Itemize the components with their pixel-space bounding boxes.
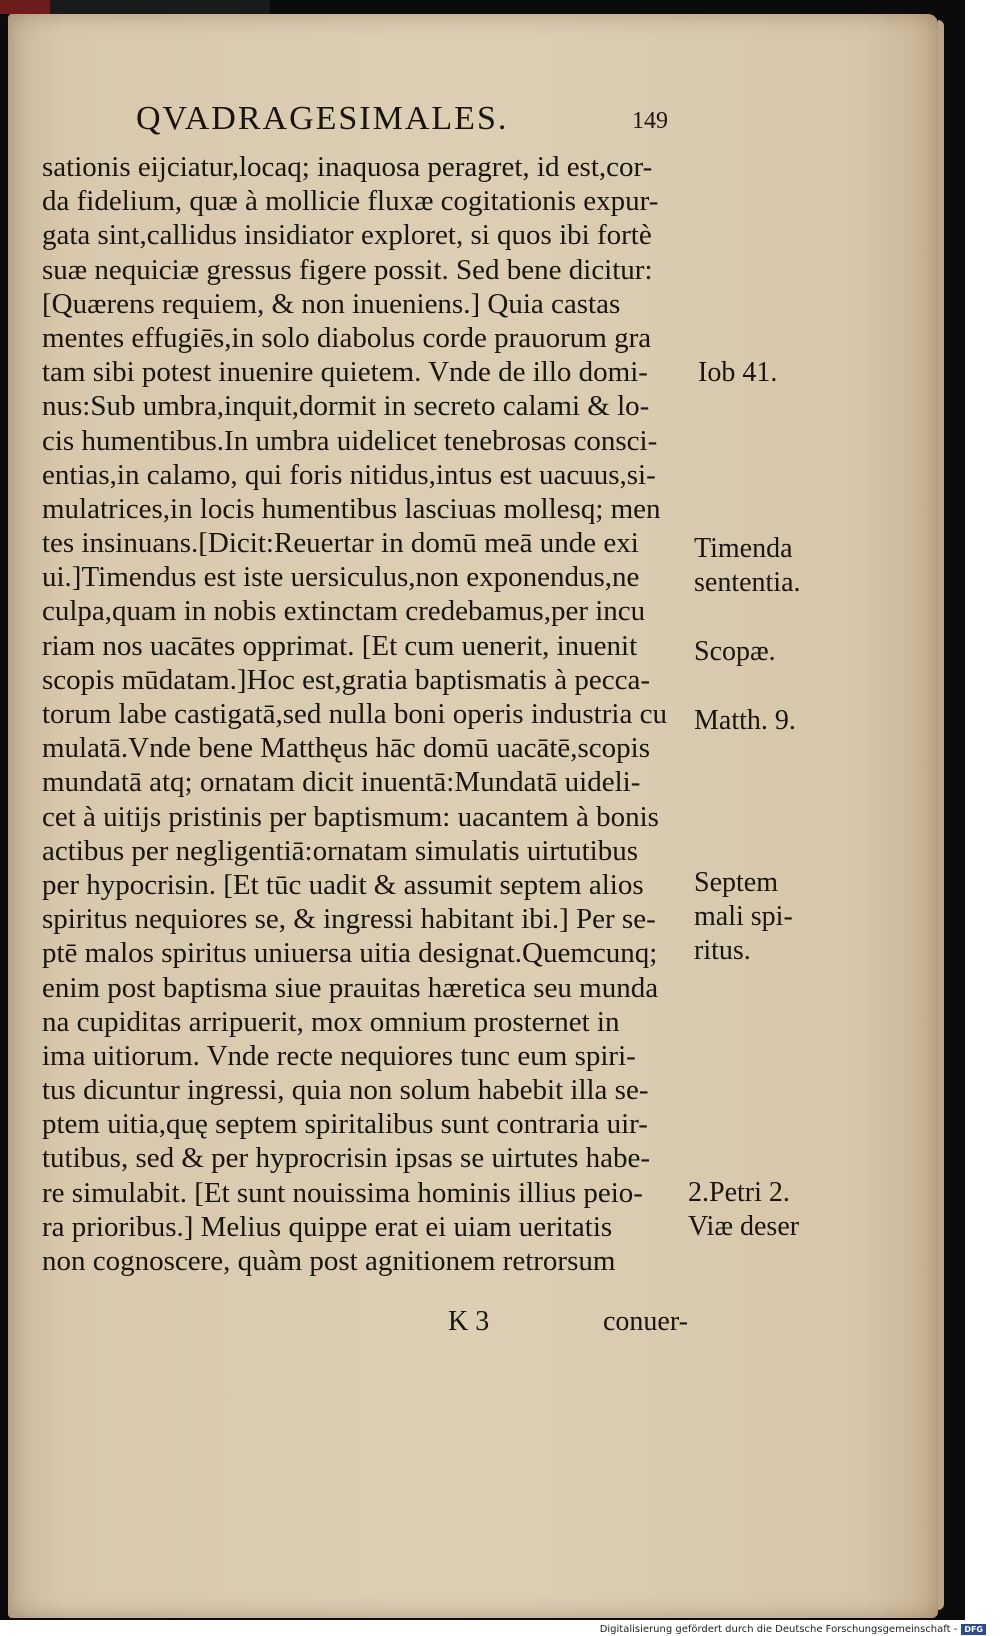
page-header	[136, 100, 756, 144]
text-line: torum labe castigatā,sed nulla boni operis industria cu	[42, 698, 667, 730]
margin-note-scopae: Scopæ.	[694, 636, 776, 667]
text-line: re simulabit. [Et sunt nouissima hominis illius peio-	[42, 1176, 643, 1209]
digitization-footer	[600, 1622, 986, 1636]
margin-note-mali-spi: mali spi-	[694, 901, 793, 932]
text-line: cet à uitijs pristinis per baptismum: uacantem à bonis	[42, 800, 659, 833]
text-line: per hypocrisin. [Et tūc uadit & assumit septem alios	[42, 868, 644, 901]
text-line: tus dicuntur ingressi, quia non solum habebit illa se-	[42, 1074, 649, 1107]
scan-color-bar	[0, 0, 50, 14]
margin-note-petri: 2.Petri 2.	[688, 1177, 790, 1208]
running-head: QVADRAGESIMALES.	[136, 100, 509, 137]
text-line: ptē malos spiritus uniuersa uitia designat.Quemcunq;	[42, 937, 658, 970]
text-line: cis humentibus.In umbra uidelicet tenebrosas consci-	[42, 424, 658, 457]
text-line: tam sibi potest inuenire quietem. Vnde de illo domi-	[42, 356, 648, 389]
text-line: enim post baptisma siue prauitas hæretica seu munda	[42, 971, 659, 1004]
text-line: actibus per negligentiā:ornatam simulatis uirtutibus	[42, 834, 638, 867]
text-line: ui.]Timendus est iste uersiculus,non exponendus,ne	[42, 561, 640, 594]
text-line: tes insinuans.[Dicit:Reuertar in domū meā unde exi	[42, 527, 639, 560]
text-line: culpa,quam in nobis extinctam credebamus,per incu	[42, 595, 646, 628]
page-number: 149	[632, 108, 668, 134]
margin-note-timenda: Timenda	[694, 533, 793, 564]
scan-top-strip	[0, 0, 270, 14]
text-line: sationis eijciatur,locaq; inaquosa peragret, id est,cor-	[42, 151, 653, 183]
margin-note-ritus: ritus.	[694, 935, 751, 966]
text-line: mulatrices,in locis humentibus lasciuas mollesq; men	[42, 492, 661, 525]
dfg-logo: DFG	[961, 1624, 986, 1635]
margin-note-job: Iob 41.	[698, 357, 778, 388]
margin-note-viae: Viæ deser	[688, 1211, 800, 1242]
text-line: nus:Sub umbra,inquit,dormit in secreto calami & lo-	[42, 390, 650, 423]
text-line: scopis mūdatam.]Hoc est,gratia baptismatis à pecca-	[42, 663, 650, 696]
text-line: na cupiditas arripuerit, mox omnium prosternet in	[42, 1005, 620, 1038]
text-line: ima uitiorum. Vnde recte nequiores tunc eum spiri-	[42, 1039, 636, 1072]
page-edge	[938, 20, 944, 1610]
text-line: tutibus, sed & per hyprocrisin ipsas se uirtutes habe-	[42, 1142, 651, 1175]
margin-note-septem: Septem	[694, 867, 778, 898]
digitization-credit: Digitalisierung gefördert durch die Deutsche Forschungsgemeinschaft -	[599, 1623, 958, 1635]
text-line: ptem uitia,quę septem spiritalibus sunt contraria uir-	[42, 1108, 648, 1141]
catchword: conuer-	[603, 1306, 688, 1337]
text-line: ra prioribus.] Melius quippe erat ei uiam ueritatis	[42, 1210, 613, 1243]
text-line: suæ nequiciæ gressus figere possit. Sed bene dicitur:	[42, 253, 653, 286]
text-line: da fidelium, quæ à mollicie fluxæ cogitationis expur-	[42, 185, 659, 218]
page-footer-line	[8, 1306, 938, 1340]
book-page	[8, 14, 938, 1618]
text-line: spiritus nequiores se, & ingressi habitant ibi.] Per se-	[42, 903, 656, 936]
body-text	[42, 150, 732, 1278]
text-line: gata sint,callidus insidiator exploret, si quos ibi fortè	[42, 219, 652, 252]
text-line: riam nos uacātes opprimat. [Et cum uenerit, inuenit	[42, 629, 638, 662]
text-line: mulatā.Vnde bene Matthęus hāc domū uacātē,scopis	[42, 732, 650, 765]
text-line: [Quærens requiem, & non inueniens.] Quia castas	[42, 287, 621, 320]
text-line: mentes effugiēs,in solo diabolus corde prauorum gra	[42, 321, 652, 354]
margin-note-sententia: sententia.	[694, 567, 801, 598]
text-line: mundatā atq; ornatam dicit inuentā:Mundatā uideli-	[42, 766, 641, 799]
signature-mark: K 3	[448, 1306, 490, 1337]
text-line: non cognoscere, quàm post agnitionem retrorsum	[42, 1245, 616, 1277]
text-line: entias,in calamo, qui foris nitidus,intus est uacuus,si-	[42, 458, 656, 491]
margin-note-matth: Matth. 9.	[694, 705, 796, 736]
